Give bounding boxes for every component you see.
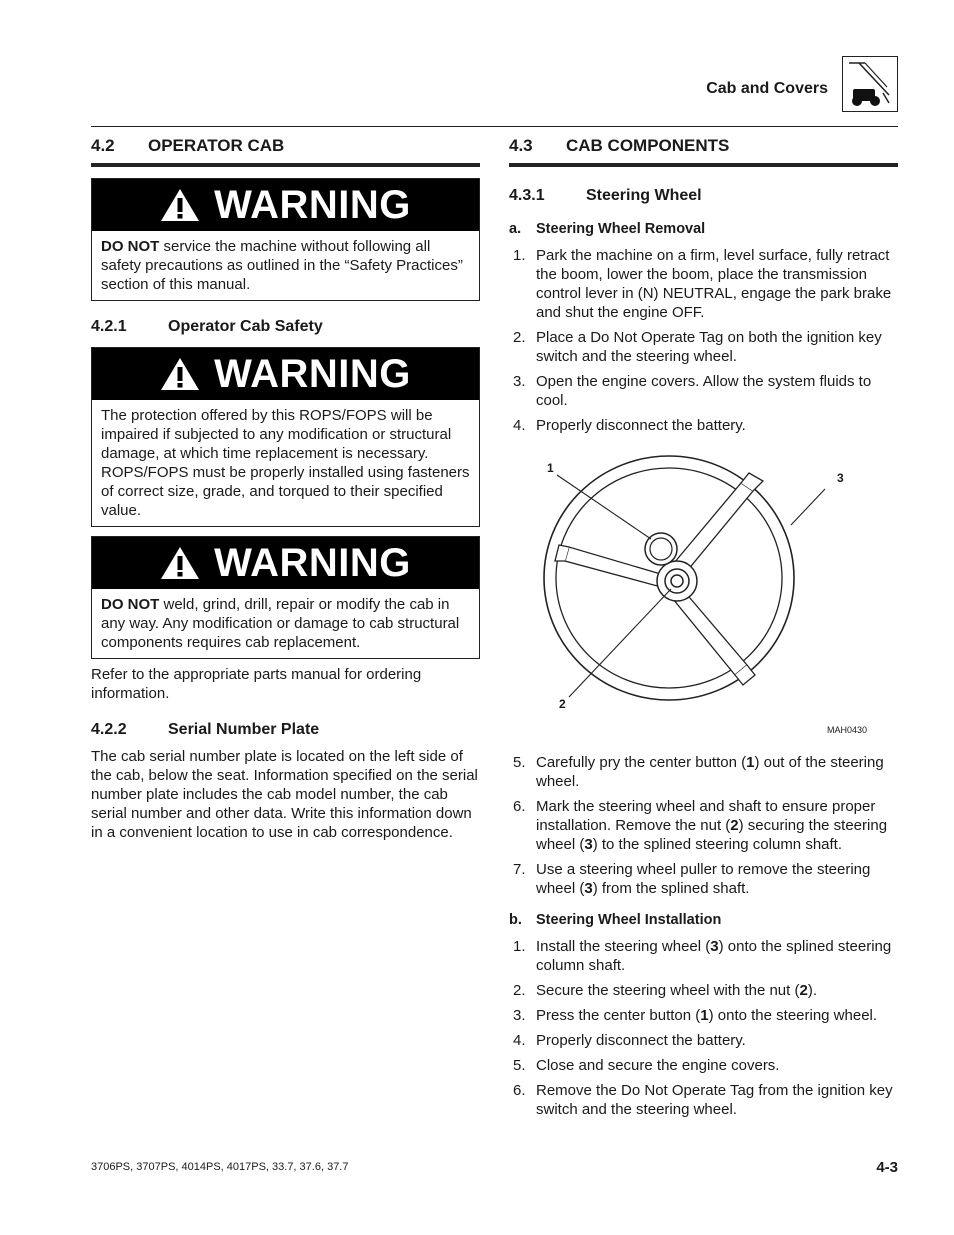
step-number: 4.	[513, 1032, 526, 1049]
right-column	[509, 136, 898, 1125]
list-item	[509, 246, 898, 322]
step-text: Place a Do Not Operate Tag on both the ignition key switch and the steering wheel.	[536, 329, 882, 365]
step-text: Open the engine covers. Allow the system fluids to cool.	[536, 373, 872, 409]
procedure-letter: a.	[509, 221, 522, 237]
warning-triangle-icon	[160, 357, 200, 391]
warning-body-text: service the machine without following all safety precautions as outlined in the “Safety Practices” section of this manual.	[101, 238, 463, 293]
subsection-number: 4.3.1	[509, 187, 545, 204]
step-number: 5.	[513, 754, 526, 771]
step-number: 6.	[513, 1082, 526, 1099]
callout-ref: 1	[700, 1007, 709, 1024]
callout-3: 3	[837, 471, 844, 485]
subsection-heading-4-2-1	[91, 318, 480, 336]
step-text: Secure the steering wheel with the nut (2).	[536, 982, 817, 999]
callout-ref: 3	[710, 938, 719, 955]
list-item	[509, 1056, 898, 1075]
step-text: Properly disconnect the battery.	[536, 1032, 746, 1049]
subsection-title: Steering Wheel	[586, 187, 702, 204]
refer-paragraph: Refer to the appropriate parts manual for ordering information.	[91, 666, 422, 702]
warning-triangle-icon	[160, 546, 200, 580]
step-number: 4.	[513, 417, 526, 434]
forklift-icon	[842, 56, 898, 112]
warning-label: WARNING	[214, 540, 411, 585]
step-text: Use a steering wheel puller to remove the steering wheel (3) from the splined shaft.	[536, 861, 871, 897]
header-title: Cab and Covers	[706, 80, 828, 97]
list-item	[509, 1081, 898, 1119]
warning-label: WARNING	[214, 351, 411, 396]
install-heading	[509, 912, 898, 928]
warning-emphasis: DO NOT	[101, 596, 160, 613]
steering-wheel-illustration	[509, 443, 898, 743]
warning-text	[92, 589, 479, 658]
list-item	[509, 1031, 898, 1050]
step-number: 7.	[513, 861, 526, 878]
step-number: 2.	[513, 982, 526, 999]
figure-id: MAH0430	[827, 725, 868, 735]
step-text: Park the machine on a firm, level surface, fully retract the boom, lower the boom, place the transmission control lever in (N) NEUTRAL, engage the park brake and shut the engine OFF.	[536, 247, 892, 321]
steering-wheel-figure	[509, 443, 898, 743]
callout-1: 1	[547, 461, 554, 475]
list-item	[509, 753, 898, 791]
step-number: 2.	[513, 329, 526, 346]
callout-ref: 3	[584, 836, 593, 853]
procedure-title: Steering Wheel Installation	[536, 912, 722, 928]
list-item	[509, 1006, 898, 1025]
left-column	[91, 136, 480, 842]
step-number: 1.	[513, 247, 526, 264]
step-text: Remove the Do Not Operate Tag from the ignition key switch and the steering wheel.	[536, 1082, 893, 1118]
removal-steps-list	[509, 246, 898, 435]
page-number: 4-3	[876, 1159, 898, 1176]
callout-2: 2	[559, 697, 566, 711]
list-item	[509, 797, 898, 854]
procedure-letter: b.	[509, 912, 522, 928]
section-number: 4.3	[509, 136, 533, 155]
step-number: 6.	[513, 798, 526, 815]
step-number: 5.	[513, 1057, 526, 1074]
callout-ref: 2	[730, 817, 739, 834]
section-number: 4.2	[91, 136, 115, 155]
step-text: Mark the steering wheel and shaft to ensure proper installation. Remove the nut (2) securing the steering wheel (3) to the splined steering column shaft.	[536, 798, 888, 853]
warning-body-text: weld, grind, drill, repair or modify the cab in any way. Any modification or damage to cab structural components requires cab replacement.	[101, 596, 460, 651]
serial-paragraph: The cab serial number plate is located on the left side of the cab, below the seat. Information specified on the serial number plate includes the cab model number, the cab serial number and other data. Write this information down in a convenient location to use in cab correspondence.	[91, 748, 478, 841]
callout-ref: 2	[799, 982, 808, 999]
callout-ref: 3	[584, 880, 593, 897]
warning-box	[91, 536, 480, 659]
list-item	[509, 372, 898, 410]
subsection-heading-4-3-1	[509, 187, 898, 205]
removal-steps-continued	[509, 753, 898, 898]
list-item	[509, 937, 898, 975]
section-title: OPERATOR CAB	[148, 136, 285, 155]
list-item	[509, 981, 898, 1000]
section-title: CAB COMPONENTS	[566, 136, 730, 155]
warning-label: WARNING	[214, 182, 411, 227]
warning-text	[92, 231, 479, 300]
warning-emphasis: DO NOT	[101, 238, 160, 255]
step-number: 3.	[513, 373, 526, 390]
subsection-number: 4.2.2	[91, 721, 127, 738]
procedure-title: Steering Wheel Removal	[536, 221, 706, 237]
step-number: 3.	[513, 1007, 526, 1024]
subsection-number: 4.2.1	[91, 318, 127, 335]
step-text: Carefully pry the center button (1) out of the steering wheel.	[536, 754, 884, 790]
callout-ref: 1	[746, 754, 755, 771]
subsection-title: Serial Number Plate	[168, 721, 320, 738]
warning-header	[92, 348, 479, 400]
removal-heading	[509, 221, 898, 237]
step-text: Press the center button (1) onto the steering wheel.	[536, 1007, 878, 1024]
warning-triangle-icon	[160, 188, 200, 222]
warning-text: The protection offered by this ROPS/FOPS will be impaired if subjected to any modification or structural damage, at which time replacement is necessary. ROPS/FOPS must be properly installed using fasteners of correct size, grade, and torqued to their specified value.	[101, 407, 470, 519]
warning-header	[92, 537, 479, 589]
list-item	[509, 860, 898, 898]
list-item	[509, 416, 898, 435]
step-text: Properly disconnect the battery.	[536, 417, 746, 434]
step-number: 1.	[513, 938, 526, 955]
subsection-heading-4-2-2	[91, 721, 480, 739]
warning-box	[91, 347, 480, 527]
section-heading-4-3	[509, 136, 898, 167]
list-item	[509, 328, 898, 366]
warning-header	[92, 179, 479, 231]
footer-model-list: 3706PS, 3707PS, 4014PS, 4017PS, 33.7, 37.6, 37.7	[91, 1161, 349, 1173]
step-text: Close and secure the engine covers.	[536, 1057, 780, 1074]
warning-box	[91, 178, 480, 301]
header-rule	[91, 126, 898, 127]
subsection-title: Operator Cab Safety	[168, 318, 323, 335]
section-heading-4-2	[91, 136, 480, 167]
install-steps-list	[509, 937, 898, 1119]
step-text: Install the steering wheel (3) onto the splined steering column shaft.	[536, 938, 892, 974]
